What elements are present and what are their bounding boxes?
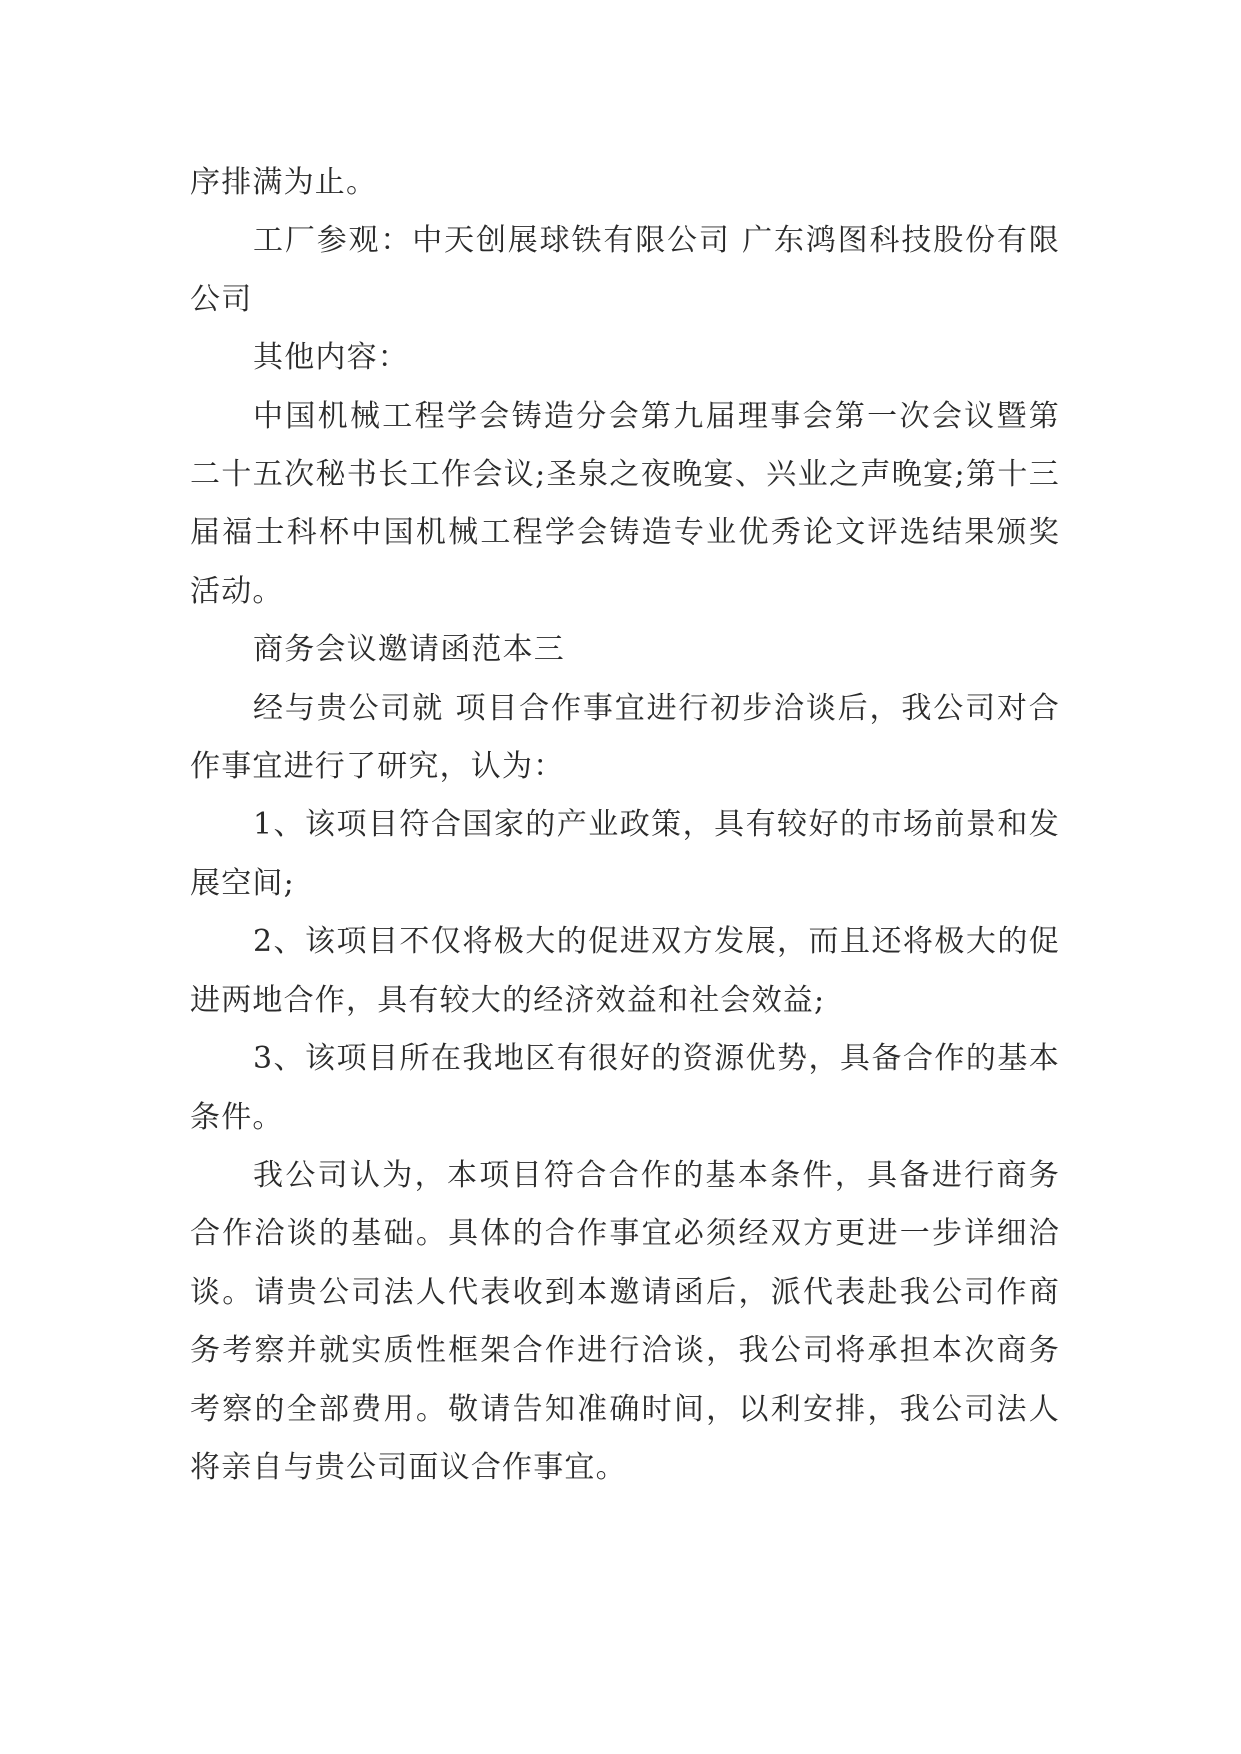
paragraph-other-content: 中国机械工程学会铸造分会第九届理事会第一次会议暨第二十五次秘书长工作会议;圣泉之夜晚宴、兴业之声晚宴;第十三届福士科杯中国机械工程学会铸造专业优秀论文评选结果颁奖活动。 <box>190 398 1060 609</box>
paragraph-intro: 经与贵公司就 项目合作事宜进行初步洽谈后，我公司对合作事宜进行了研究，认为： <box>190 690 1060 785</box>
list-item-3: 3、该项目所在我地区有很好的资源优势，具备合作的基本条件。 <box>190 1041 1060 1135</box>
document-body <box>190 154 1060 1497</box>
paragraph-conclusion: 我公司认为，本项目符合合作的基本条件，具备进行商务合作洽谈的基础。具体的合作事宜必须经双方更进一步详细洽谈。请贵公司法人代表收到本邀请函后，派代表赴我公司作商务考察并就实质性框架合作进行洽谈，我公司将承担本次商务考察的全部费用。敬请告知准确时间，以利安排，我公司法人将亲自与贵公司面议合作事宜。 <box>190 1157 1060 1485</box>
paragraph-continuation: 序排满为止。 <box>190 165 378 200</box>
paragraph-factory-visit: 工厂参观：中天创展球铁有限公司 广东鸿图科技股份有限公司 <box>190 223 1060 317</box>
paragraph-other-content-heading: 其他内容： <box>253 340 409 376</box>
section-title: 商务会议邀请函范本三 <box>253 632 565 668</box>
list-item-2: 2、该项目不仅将极大的促进双方发展，而且还将极大的促进两地合作，具有较大的经济效益和社会效益; <box>190 924 1060 1018</box>
list-item-1: 1、该项目符合国家的产业政策，具有较好的市场前景和发展空间; <box>190 807 1060 901</box>
